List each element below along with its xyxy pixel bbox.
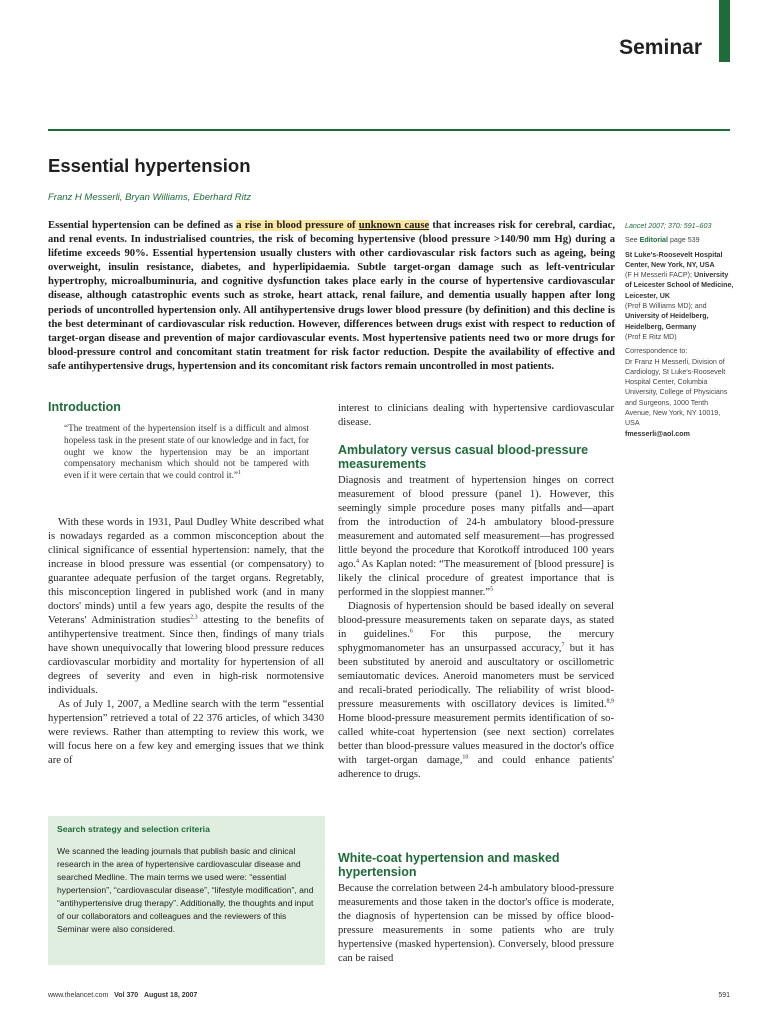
quote-ref: 1: [237, 470, 241, 477]
ambulatory-para-2-d: Home blood-pressure measurement permits identification of so-called white-coat hypertension (see next section) correlates better than blood-pressure values measured in the doctor's office with target-organ damage,: [338, 713, 614, 766]
abstract-text-cont: that increases risk for cerebral, cardiac, and renal events. In industrialised countries, the risk of becoming hypertensive (blood pressure >140/90 mm Hg) during a lifetime exceeds 90%. Essential hypertension usually clusters with other cardiovascular risk factors such as ageing, being overweight, insulin resistance, diabetes, and hyperlipidaemia. Subtle target-organ damage such as left-ventricular hypertrophy, microalbuminuria, and cognitive dysfunction takes place early in the course of hypertensive cardiovascular disease, although catastrophic events such as stroke, heart attack, renal failure, and dementia usually happen after long periods of uncontrolled hypertension only. All antihypertensive drugs lower blood pressure (by definition) and this decline is the best determinant of cardiovascular risk reduction. However, differences between drugs exist with respect to reduction of target-organ disease and prevention of major cardiovascular events. Most hypertensive patients need two or more drugs for blood-pressure control and concomitant statin treatment for risk factor reduction. Despite the availability of effective and safe antihypertensive drugs, hypertension and its concomitant risk factors remain uncontrolled in most patients.: [48, 220, 615, 372]
ref: 2,3: [190, 614, 198, 621]
ambulatory-body: [338, 474, 614, 782]
affiliation-3-person: (Prof E Ritz MD): [625, 332, 677, 341]
ambulatory-para-2-c: but it has been substituted by aneroid and auscultatory or oscillometric semiautomatic devices. Aneroid manometers must be serviced and recali-brated periodically. The reliability of wrist blood-pressure measurements with oscillatory devices is limited.: [338, 643, 614, 710]
page-number: 591: [718, 992, 730, 999]
highlighted-text: a rise in blood pressure of: [236, 220, 359, 231]
correspondence-email[interactable]: fmesserli@aol.com: [625, 429, 690, 438]
whitecoat-body: Because the correlation between 24-h ambulatory blood-pressure measurements and those taken in the doctor's office is moderate, the diagnosis of hypertension can be missed by office blood-pressure measurements in some patients who are truly hypertensive (masked hypertension). Conversely, blood pressure can be raised: [338, 883, 614, 964]
intro-continuation: interest to clinicians dealing with hypertensive cardiovascular disease.: [338, 403, 614, 428]
correspondence-label: Correspondence to:: [625, 347, 688, 356]
ambulatory-para-2-b: For this purpose, the mercury sphygmomanometer has an unsurpassed accuracy,: [338, 629, 614, 654]
ref: 5: [490, 586, 494, 593]
ambulatory-para-1: Diagnosis and treatment of hypertension hinges on correct measurement of blood pressure (panel 1). However, this seemingly simple procedure poses many pitfalls and—apart from the introduction of 24-h ambulatory blood-pressure measurement and automated self measurement—has progressed little beyond the procedure that Korotkoff introduced 100 years ago.: [338, 475, 614, 570]
see-suffix: page 539: [667, 236, 700, 245]
opening-quote: [64, 423, 309, 482]
whitecoat-heading: White-coat hypertension and masked hypertension: [338, 851, 560, 879]
ref: 7: [561, 642, 565, 649]
header-rule: [48, 129, 730, 131]
ref: 4: [355, 558, 359, 565]
footer-volume: Vol 370: [114, 992, 139, 999]
article-authors: Franz H Messerli, Bryan Williams, Eberhard Ritz: [48, 192, 252, 203]
affiliation-2-person: (Prof B Williams MD);: [625, 302, 693, 311]
search-strategy-heading: Search strategy and selection criteria: [57, 824, 210, 834]
intro-para-1-cont: attesting to the benefits of antihypertensive treatment. Since then, findings of many trials have shown unequivocally that lowering blood pressure reduces cardiovascular morbidity and mortality for hypertension of all degrees of severity and even in high-risk normotensive individuals.: [48, 615, 324, 696]
ref: 6: [409, 628, 413, 635]
affiliation-1-person: (F H Messerli FACP);: [625, 271, 692, 280]
abstract: [48, 219, 615, 374]
quote-text: “The treatment of the hypertension itself is a difficult and almost hopeless task in the present state of our knowledge and in fact, for ought we know the hypertension may be an important compensatory mechanism which should not be tampered with even if it were certain that we could control it.”: [64, 423, 309, 481]
citation: Lancet 2007; 370: 591–603: [625, 222, 712, 230]
abstract-text: Essential hypertension can be defined as: [48, 220, 237, 231]
introduction-body: [48, 516, 324, 768]
ambulatory-heading: Ambulatory versus casual blood-pressure measurements: [338, 443, 589, 471]
section-label: Seminar: [619, 36, 702, 59]
footer-journal-info: [48, 992, 197, 999]
affiliation-1: St Luke's-Roosevelt Hospital Center, New York, NY, USA: [625, 250, 723, 269]
affiliation-and: and: [692, 302, 707, 311]
ref: 8,9: [606, 698, 614, 705]
see-prefix: See: [625, 236, 640, 245]
ambulatory-para-2: Diagnosis of hypertension should be based ideally on several blood-pressure measurements taken on separate days, as stated in guidelines.: [338, 601, 614, 640]
footer-date: August 18, 2007: [144, 992, 198, 999]
introduction-heading: Introduction: [48, 400, 121, 414]
correspondence-address: Dr Franz H Messerli, Division of Cardiology, St Luke's-Roosevelt Hospital Center, Columbia University, College of Physicians and Surgeons, 1000 Tenth Avenue, New York, NY 10019, USA: [625, 357, 728, 428]
editorial-link[interactable]: Editorial: [639, 236, 668, 245]
article-title: Essential hypertension: [48, 155, 251, 176]
underlined-highlighted-text: unknown cause: [358, 220, 430, 231]
affiliation-2: University of Leicester School of Medicine, Leicester, UK: [625, 271, 734, 300]
ref: 10: [462, 754, 469, 761]
footer-site[interactable]: www.thelancet.com: [48, 992, 109, 999]
intro-para-1: With these words in 1931, Paul Dudley White described what is nowadays regarded as a common misconception about the clinical significance of essential hypertension: namely, that the increase in blood pressure was essential (or compensatory) to guarantee adequate perfusion of the target organs. Regretably, this misconception lingered in published work (and in many doctors' minds) until a few years ago, despite the results of the Veterans' Administration studies: [48, 517, 324, 626]
affiliation-3: University of Heidelberg, Heidelberg, Germany: [625, 312, 709, 331]
intro-para-2: As of July 1, 2007, a Medline search with the term “essential hypertension” retrieved a total of 22 376 articles, of which 3430 were reviews. Rather than attempting to review this work, we will focus here on a few key and emerging issues that we think are of: [48, 699, 324, 766]
article-sidebar: [625, 221, 735, 443]
search-strategy-body: We scanned the leading journals that publish basic and clinical research in the area of hypertensive cardiovascular disease and searched Medline. The main terms we used were: “essential hypertension”, “cardiovascular disease”, “lifestyle modification”, and “antihypertensive drug therapy”. Additionally, the thoughts and input of our collaborators and colleagues and the reviewers of this Seminar were also considered.: [57, 846, 314, 934]
ambulatory-para-2-e: and could enhance patients' adherence to drugs.: [338, 755, 614, 780]
ambulatory-para-1-cont: As Kaplan noted: “The measurement of [blood pressure] is likely the clinical procedure of greatest importance that is performed in the sloppiest manner.”: [338, 559, 614, 598]
section-color-bar: [719, 0, 730, 62]
